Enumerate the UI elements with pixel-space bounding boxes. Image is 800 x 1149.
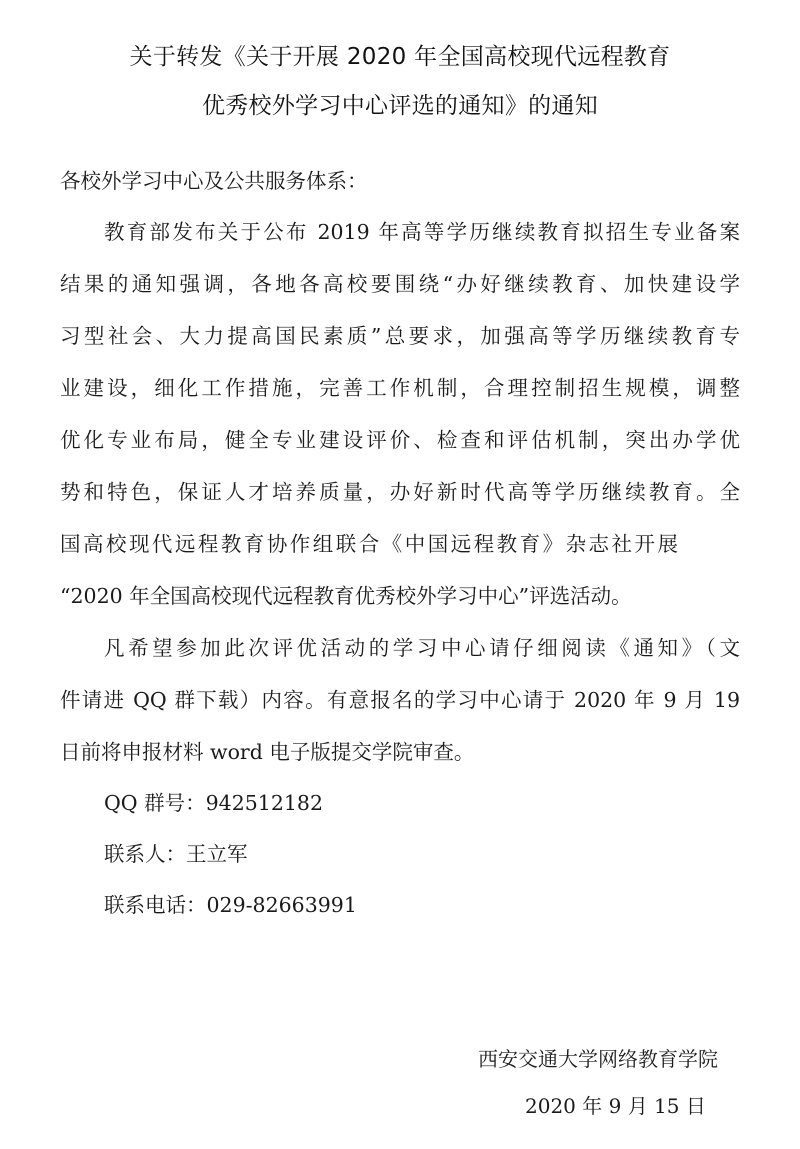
signature-date: 2020 年 9 月 15 日: [525, 1094, 706, 1118]
qq-group-number: QQ 群号：942512182: [104, 791, 324, 815]
paragraph-1-line: 习型社会、大力提高国民素质”总要求，加强高等学历继续教育专: [60, 324, 740, 348]
paragraph-2-line: 日前将申报材料 word 电子版提交学院审查。: [60, 740, 475, 764]
document-title-line-1: 关于转发《关于开展 2020 年全国高校现代远程教育: [129, 44, 671, 70]
signature-organization: 西安交通大学网络教育学院: [478, 1047, 718, 1071]
contact-person: 联系人：王立军: [104, 842, 248, 866]
document-title-line-2: 优秀校外学习中心评选的通知》的通知: [201, 93, 599, 119]
paragraph-2-line: 凡希望参加此次评优活动的学习中心请仔细阅读《通知》（文: [104, 636, 740, 660]
paragraph-1-line: 结果的通知强调，各地各高校要围绕“办好继续教育、加快建设学: [60, 272, 740, 296]
paragraph-2-line: 件请进 QQ 群下载）内容。有意报名的学习中心请于 2020 年 9 月 19: [60, 688, 740, 712]
paragraph-1-line: 国高校现代远程教育协作组联合《中国远程教育》杂志社开展: [60, 532, 678, 556]
paragraph-1-line: “2020 年全国高校现代远程教育优秀校外学习中心”评选活动。: [60, 584, 632, 608]
salutation: 各校外学习中心及公共服务体系：: [60, 169, 368, 193]
paragraph-1-line: 优化专业布局，健全专业建设评价、检查和评估机制，突出办学优: [60, 428, 740, 452]
paragraph-1-line: 教育部发布关于公布 2019 年高等学历继续教育拟招生专业备案: [104, 220, 740, 244]
contact-phone: 联系电话：029-82663991: [104, 893, 357, 917]
paragraph-1-line: 业建设，细化工作措施，完善工作机制，合理控制招生规模，调整: [60, 376, 740, 400]
paragraph-1-line: 势和特色，保证人才培养质量，办好新时代高等学历继续教育。全: [60, 480, 740, 504]
